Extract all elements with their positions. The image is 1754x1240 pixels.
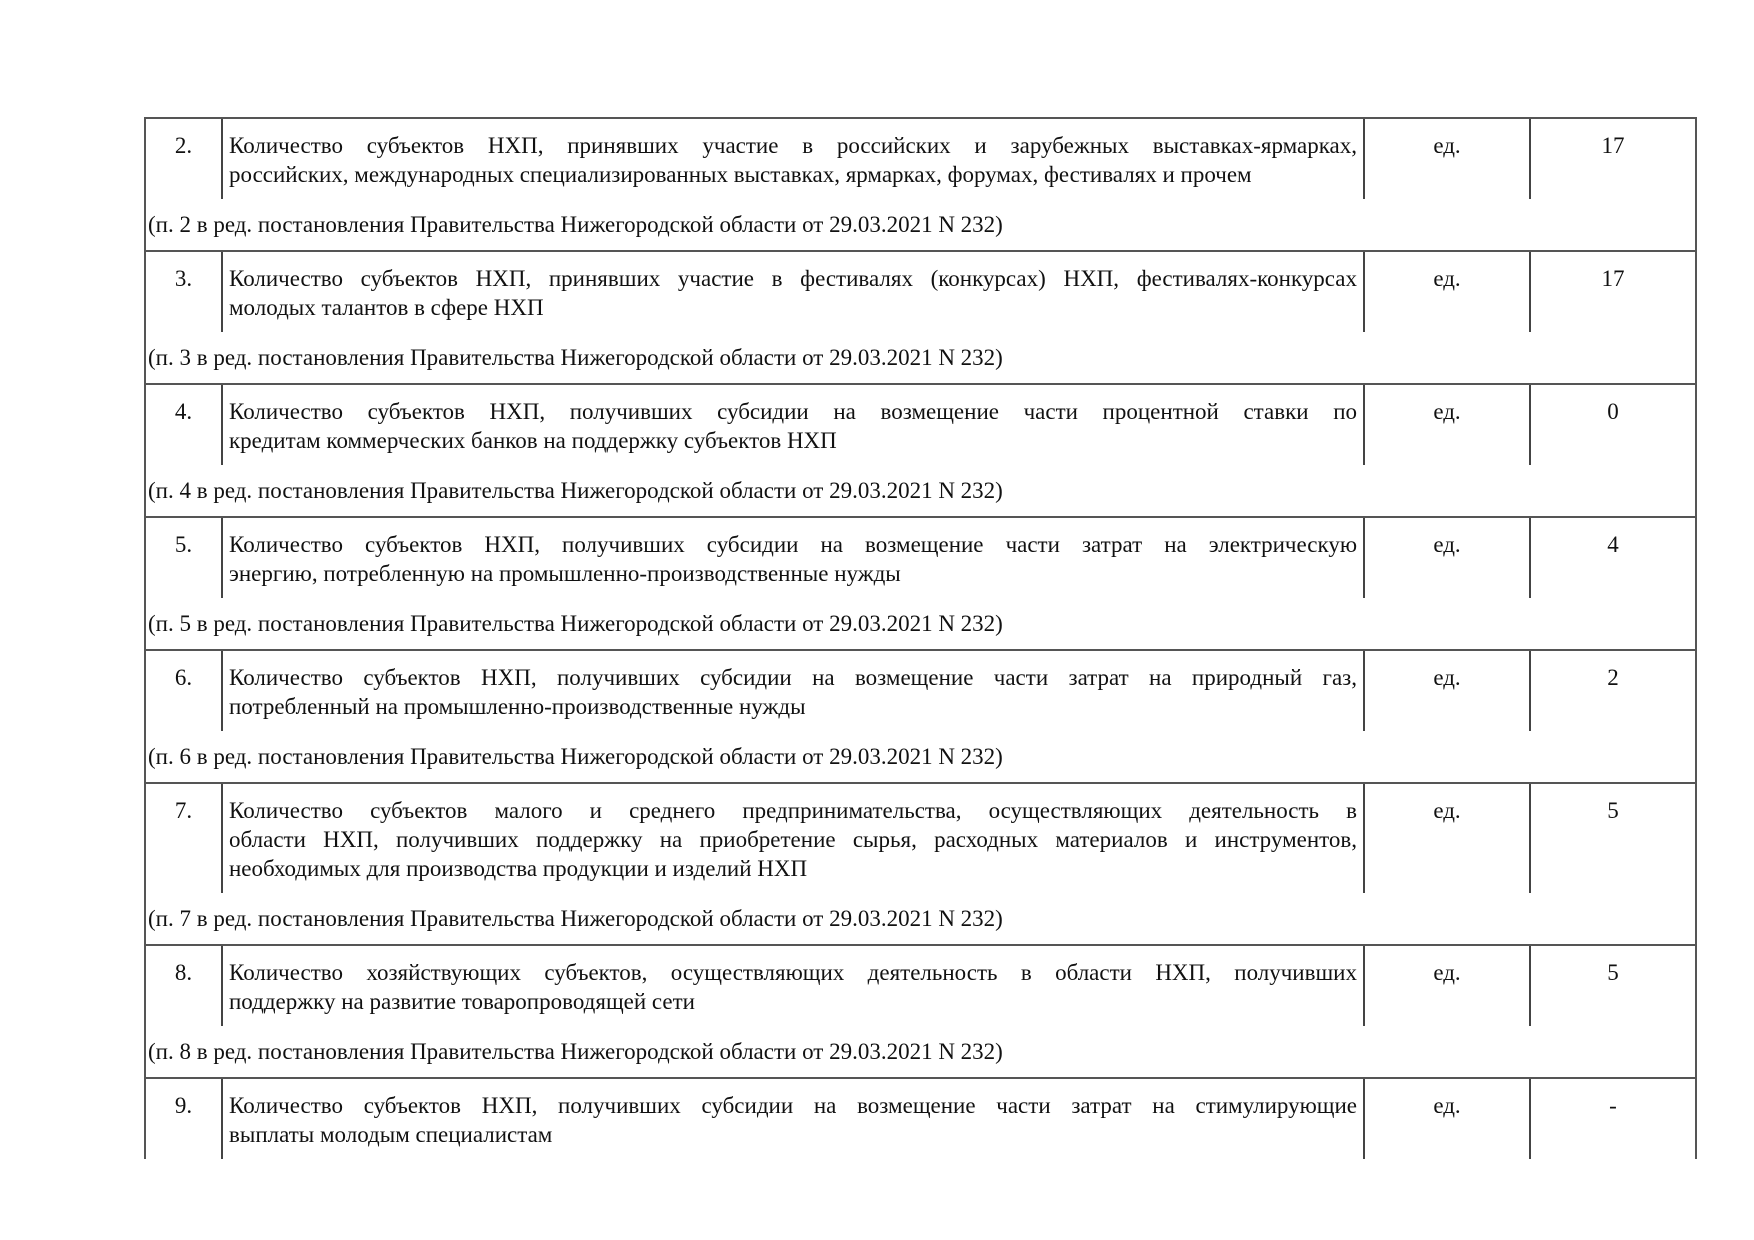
row-main xyxy=(146,651,1695,731)
value-cell: 0 xyxy=(1529,385,1695,465)
amendment-note: (п. 3 в ред. постановления Правительства Нижегородской области от 29.03.2021 N 232) xyxy=(148,345,1003,370)
description-line: российских, международных специализированных выставках, ярмарках, форумах, фестивалях и прочем xyxy=(229,162,1252,187)
row-main xyxy=(146,252,1695,332)
amendment-note: (п. 2 в ред. постановления Правительства Нижегородской области от 29.03.2021 N 232) xyxy=(148,212,1003,237)
unit-cell: ед. xyxy=(1363,385,1529,465)
description-line: поддержку на развитие товаропроводящей сети xyxy=(229,989,695,1014)
description-line: энергию, потребленную на промышленно-производственные нужды xyxy=(229,561,901,586)
indicator-description xyxy=(221,119,1363,199)
indicator-description xyxy=(221,946,1363,1026)
table-row xyxy=(146,782,1695,944)
description-line: Количество субъектов НХП, получивших субсидии на возмещение части процентной ставки по xyxy=(229,399,1357,424)
description-line: Количество субъектов НХП, принявших участие в российских и зарубежных выставках-ярмарках, xyxy=(229,133,1357,158)
indicator-description xyxy=(221,518,1363,598)
row-main xyxy=(146,385,1695,465)
table-row xyxy=(146,516,1695,649)
description-line: Количество субъектов НХП, получивших субсидии на возмещение части затрат на природный газ, xyxy=(229,665,1357,690)
description-line: области НХП, получивших поддержку на приобретение сырья, расходных материалов и инструментов, xyxy=(229,827,1357,852)
value-cell: 2 xyxy=(1529,651,1695,731)
unit-cell: ед. xyxy=(1363,946,1529,1026)
table-row xyxy=(146,250,1695,383)
description-line: Количество субъектов малого и среднего предпринимательства, осуществляющих деятельность в xyxy=(229,798,1357,823)
table-row xyxy=(146,383,1695,516)
row-number: 8. xyxy=(174,960,193,985)
row-main xyxy=(146,1079,1695,1159)
amendment-note: (п. 4 в ред. постановления Правительства Нижегородской области от 29.03.2021 N 232) xyxy=(148,478,1003,503)
indicator-description xyxy=(221,651,1363,731)
indicator-description xyxy=(221,1079,1363,1159)
description-line: Количество субъектов НХП, получивших субсидии на возмещение части затрат на электрическую xyxy=(229,532,1357,557)
row-main xyxy=(146,946,1695,1026)
row-main xyxy=(146,518,1695,598)
value-cell: 17 xyxy=(1529,119,1695,199)
description-line: необходимых для производства продукции и изделий НХП xyxy=(229,856,808,881)
value-cell: 5 xyxy=(1529,784,1695,893)
amendment-note: (п. 8 в ред. постановления Правительства Нижегородской области от 29.03.2021 N 232) xyxy=(148,1039,1003,1064)
unit-cell: ед. xyxy=(1363,119,1529,199)
row-number: 2. xyxy=(174,133,193,158)
row-number: 9. xyxy=(174,1093,193,1118)
indicator-description xyxy=(221,385,1363,465)
value-cell: 17 xyxy=(1529,252,1695,332)
table-row xyxy=(146,944,1695,1077)
row-number: 7. xyxy=(174,798,193,823)
unit-cell: ед. xyxy=(1363,518,1529,598)
table-row xyxy=(146,649,1695,782)
row-number: 6. xyxy=(174,665,193,690)
row-number: 3. xyxy=(174,266,193,291)
indicator-description xyxy=(221,784,1363,893)
indicator-description xyxy=(221,252,1363,332)
table-row xyxy=(146,1077,1695,1159)
description-line: молодых талантов в сфере НХП xyxy=(229,295,544,320)
row-main xyxy=(146,119,1695,199)
unit-cell: ед. xyxy=(1363,784,1529,893)
amendment-note: (п. 6 в ред. постановления Правительства Нижегородской области от 29.03.2021 N 232) xyxy=(148,744,1003,769)
unit-cell: ед. xyxy=(1363,1079,1529,1159)
description-line: Количество субъектов НХП, получивших субсидии на возмещение части затрат на стимулирующие xyxy=(229,1093,1357,1118)
description-line: кредитам коммерческих банков на поддержку субъектов НХП xyxy=(229,428,837,453)
description-line: потребленный на промышленно-производственные нужды xyxy=(229,694,806,719)
value-cell: 5 xyxy=(1529,946,1695,1026)
indicators-table xyxy=(144,117,1697,1159)
amendment-note: (п. 5 в ред. постановления Правительства Нижегородской области от 29.03.2021 N 232) xyxy=(148,611,1003,636)
value-cell: - xyxy=(1529,1079,1695,1159)
row-number: 4. xyxy=(174,399,193,424)
table-row xyxy=(146,117,1695,250)
description-line: выплаты молодым специалистам xyxy=(229,1122,553,1147)
unit-cell: ед. xyxy=(1363,651,1529,731)
row-main xyxy=(146,784,1695,893)
amendment-note: (п. 7 в ред. постановления Правительства Нижегородской области от 29.03.2021 N 232) xyxy=(148,906,1003,931)
description-line: Количество субъектов НХП, принявших участие в фестивалях (конкурсах) НХП, фестивалях-конкурсах xyxy=(229,266,1357,291)
description-line: Количество хозяйствующих субъектов, осуществляющих деятельность в области НХП, получивших xyxy=(229,960,1357,985)
value-cell: 4 xyxy=(1529,518,1695,598)
unit-cell: ед. xyxy=(1363,252,1529,332)
row-number: 5. xyxy=(174,532,193,557)
